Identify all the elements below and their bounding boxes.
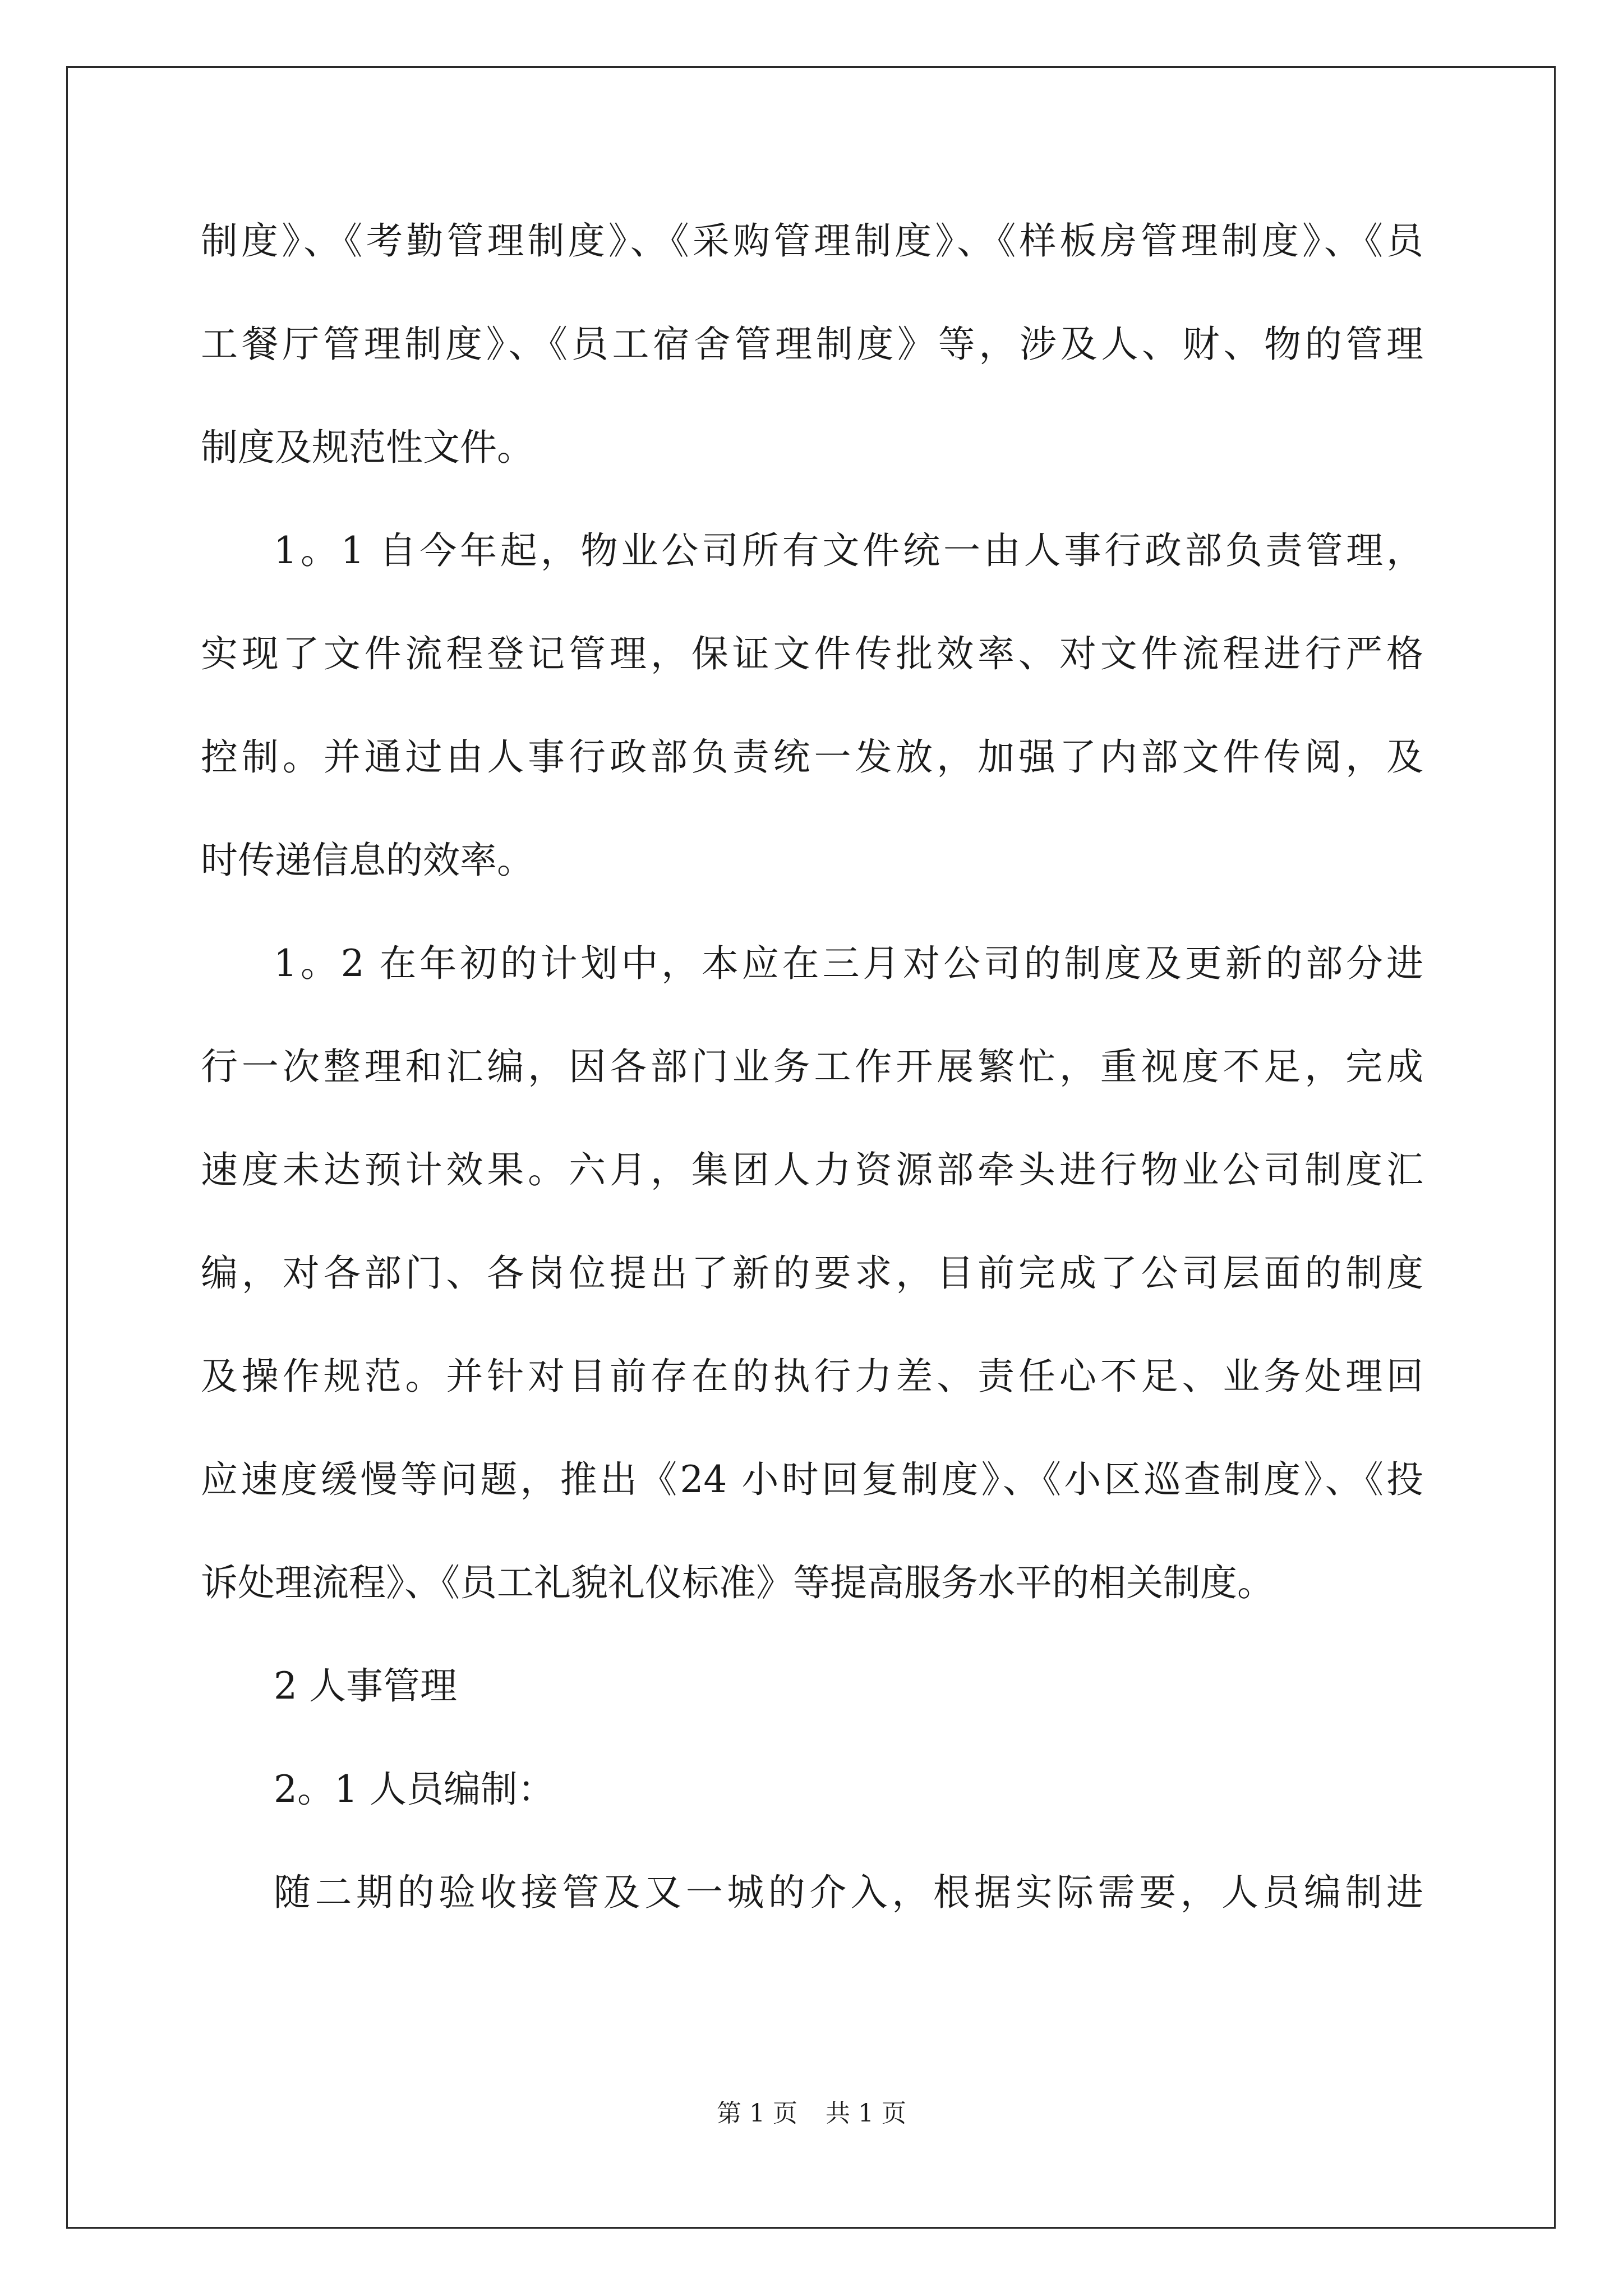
page-number: 第 1 页 xyxy=(717,2099,797,2128)
body-line: 应速度缓慢等问题，推出《24 小时回复制度》、《小区巡查制度》、《投 xyxy=(201,1458,1423,1501)
paragraph-2-1-first-line: 随二期的验收接管及又一城的介入，根据实际需要，人员编制进 xyxy=(274,1871,1423,1914)
section-heading: 2 人事管理 xyxy=(274,1664,457,1708)
page-footer xyxy=(0,2098,1623,2129)
page-total: 共 1 页 xyxy=(826,2099,906,2128)
body-line: 时传递信息的效率。 xyxy=(201,839,534,882)
body-line: 实现了文件流程登记管理，保证文件传批效率、对文件流程进行严格 xyxy=(201,632,1423,675)
body-line: 控制。并通过由人事行政部负责统一发放，加强了内部文件传阅，及 xyxy=(201,735,1423,779)
body-line: 制度及规范性文件。 xyxy=(201,426,534,469)
subsection-heading: 2。1 人员编制： xyxy=(274,1768,555,1811)
body-line: 速度未达预计效果。六月，集团人力资源部牵头进行物业公司制度汇 xyxy=(201,1148,1423,1191)
body-line: 诉处理流程》、《员工礼貌礼仪标准》等提高服务水平的相关制度。 xyxy=(201,1561,1274,1604)
paragraph-1-1-first-line: 1。1 自今年起，物业公司所有文件统一由人事行政部负责管理， xyxy=(274,529,1423,572)
body-line: 制度》、《考勤管理制度》、《采购管理制度》、《样板房管理制度》、《员 xyxy=(201,219,1423,263)
paragraph-1-2-first-line: 1。2 在年初的计划中，本应在三月对公司的制度及更新的部分进 xyxy=(274,942,1423,985)
body-line: 工餐厅管理制度》、《员工宿舍管理制度》等，涉及人、财、物的管理 xyxy=(201,323,1423,366)
body-line: 编，对各部门、各岗位提出了新的要求，目前完成了公司层面的制度 xyxy=(201,1251,1423,1295)
body-line: 行一次整理和汇编，因各部门业务工作开展繁忙，重视度不足，完成 xyxy=(201,1045,1423,1088)
body-line: 及操作规范。并针对目前存在的执行力差、责任心不足、业务处理回 xyxy=(201,1355,1423,1398)
